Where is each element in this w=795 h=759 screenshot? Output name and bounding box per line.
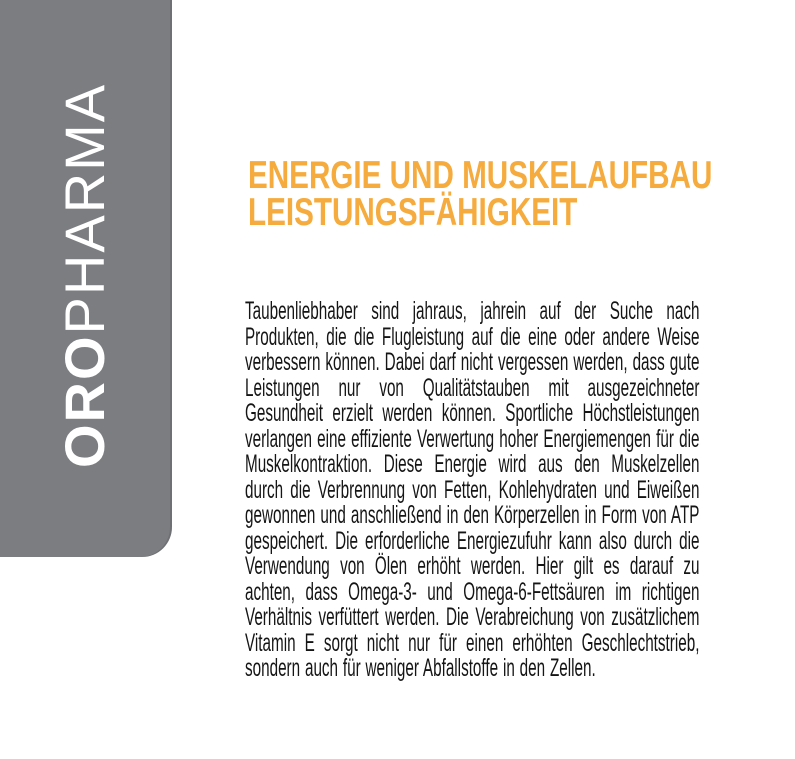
brand-oro: ORO [53, 334, 116, 468]
page-title-line2: LEISTUNGSFÄHIGKEIT [248, 191, 578, 234]
page-title [248, 154, 713, 234]
page-title-line1: ENERGIE UND MUSKELAUFBAU [248, 154, 713, 197]
brand-pharma: PHARMA [53, 82, 116, 335]
sidebar-tab [0, 0, 172, 557]
brand-vertical-text [53, 82, 116, 468]
body-paragraph: Taubenliebhaber sind jahraus, jahrein auf der Suche nach Produkten, die die Flugleistung auf die eine oder andere Weise verbessern können. Dabei darf nicht vergessen werden, dass gute Leistungen nur von Qualitätstauben mit ausgezeichneter Gesundheit erzielt werden können. Sportliche Höchstleistungen verlangen eine effiziente Verwertung hoher Energiemengen für die Muskelkontraktion. Diese Energie wird aus den Muskelzellen durch die Verbrennung von Fetten, Kohlehydraten und Eiweißen gewonnen und anschließend in den Körperzellen in Form von ATP gespeichert. Die erforderliche Energiezufuhr kann also durch die Verwendung von Ölen erhöht werden. Hier gilt es darauf zu achten, dass Omega-3- und Omega-6-Fettsäuren im richtigen Verhältnis verfüttert werden. Die Verabreichung von zusätzlichem Vitamin E sorgt nicht nur für einen erhöhten Geschlechtstrieb, sondern auch für weniger Abfallstoffe in den Zellen. [245, 297, 700, 682]
